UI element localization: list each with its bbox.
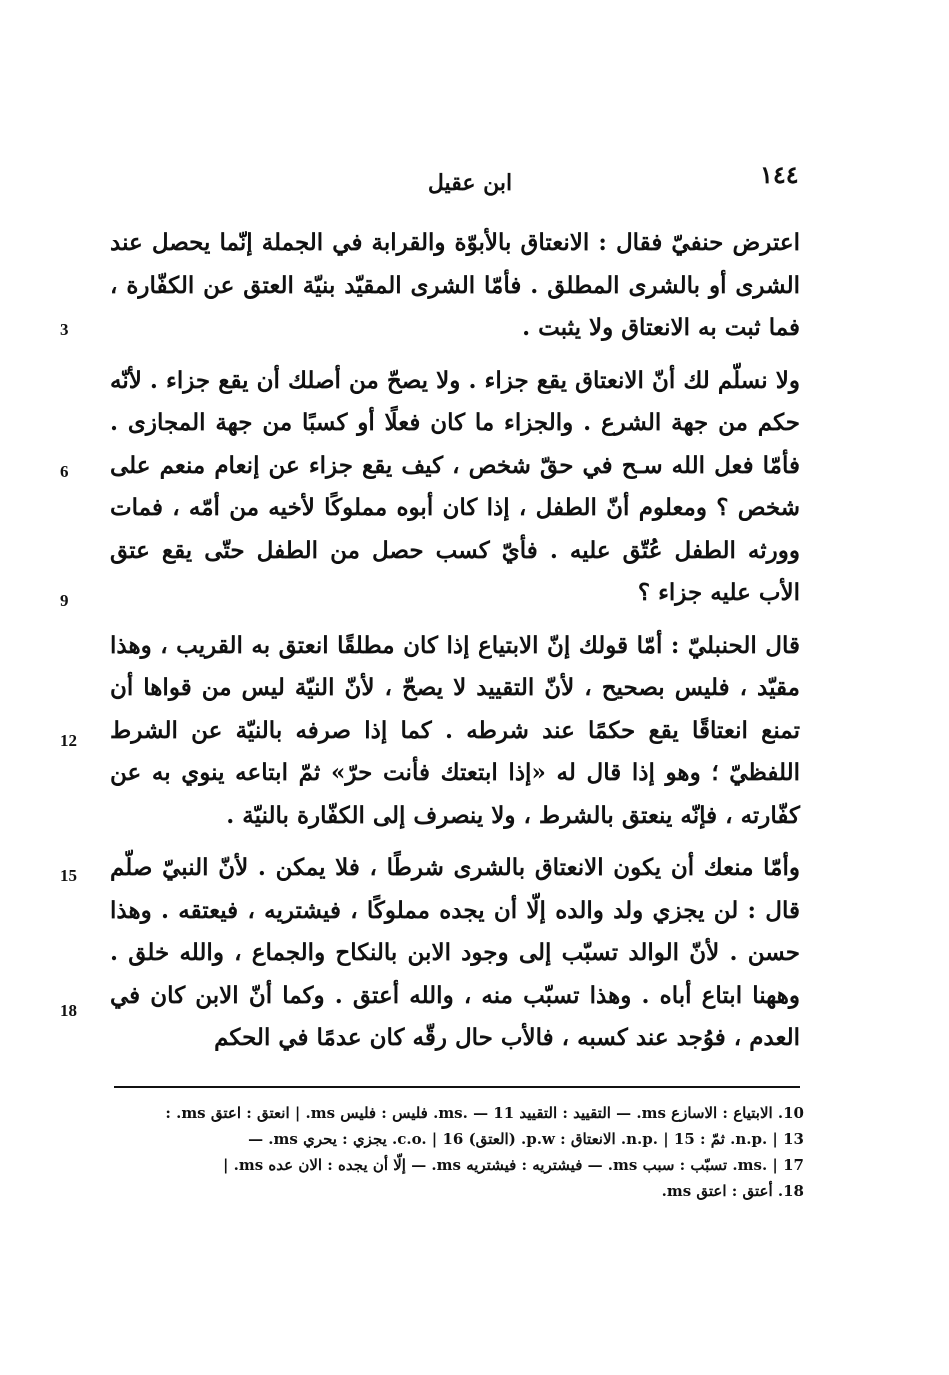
footnote-line: 18. أعتق : اعتق ms. <box>661 1182 804 1200</box>
footnotes <box>114 1100 804 1204</box>
paragraph: قال الحنبليّ : أمّا قولك إنّ الابتياع إذا كان مطلقًا انعتق به القريب ، وهذا مقيّد ، فليس بصحيح ، لأنّ التقييد لا يصحّ ، لأنّ النيّة ليس من قواها أن تمنع انعتاقًا يقع حكمًا عند شرطه . كما إذا صرفه بالنيّة عن الشرط اللفظيّ ؛ وهو إذا قال له «إذا ابتعتك فأنت حرّ» ثمّ ابتاعه ينوي به عن كفّارته ، فإنّه ينعتق بالشرط ، ولا ينصرف إلى الكفّارة بالنيّة . <box>110 631 800 829</box>
paragraph: ولا نسلّم لك أنّ الانعتاق يقع جزاء . ولا يصحّ من أصلك أن يقع جزاء . لأنّه حكم من جهة الشرع . والجزاء ما كان فعلًا أو كسبًا من جهة المجازى . فأمّا فعل الله سـح في حقّ شخص ، كيف يقع جزاء عن إنعام منعم على شخص ؟ ومعلوم أنّ الطفل ، إذا كان أبوه مملوكًا لأخيه من أمّه ، فمات وورثه الطفل عُتّق عليه . فأيّ كسب حصل من الطفل حتّى يقع عتق الأب عليه جزاء ؟ <box>110 366 800 606</box>
line-number: 15 <box>60 866 77 885</box>
footnote-divider <box>114 1086 800 1088</box>
line-number: 12 <box>60 731 77 750</box>
footnote-line: n.p. | 13. ثمّ : n.p. | 15. الانعتاق : p.w. (العتق) c.o. | 16. يجزي : يحري ms. — <box>248 1130 804 1148</box>
footnote-line: 10. الابتياع : الاسازع ms. — التقييد : التقييد ms. — 11. فليس : فليس ms. | انعتق : اعتق ms. : <box>165 1104 804 1122</box>
footnote-line: ms. | 17. تسبّب : سبب ms. — فيشتريه : فيشتريه ms. — إلّا أن يجده : الان عده ms. | <box>222 1156 804 1174</box>
running-head: ابن عقيل <box>427 170 513 196</box>
paragraph: اعترض حنفيّ فقال : الانعتاق بالأبوّة والقرابة في الجملة إنّما يحصل عند الشرى أو بالشرى المطلق . فأمّا الشرى المقيّد بنيّة العتق عن الكفّارة ، فما ثبت به الانعتاق ولا يثبت . <box>110 229 800 341</box>
paragraph: وأمّا منعك أن يكون الانعتاق بالشرى شرطًا ، فلا يمكن . لأنّ النبيّ صلّم قال : لن يجزي ولد والده إلّا أن يجده مملوكًا ، فيشتريه ، فيعتقه . وهذا حسن . لأنّ الوالد تسبّب إلى وجود الابن بالنكاح والجماع ، والله خلق . وههنا ابتاع أباه . وهذا تسبّب منه ، والله أعتق . وكما أنّ الابن كان في العدم ، فوُجد عند كسبه ، فالأب حال رقّه كان عدمًا في الحكم <box>110 854 800 1051</box>
line-number: 6 <box>60 462 69 481</box>
line-number: 3 <box>60 320 69 339</box>
main-text <box>110 222 800 1060</box>
line-number: 18 <box>60 1001 77 1020</box>
line-number: 9 <box>60 591 69 610</box>
page-number: ١٤٤ <box>760 160 799 189</box>
